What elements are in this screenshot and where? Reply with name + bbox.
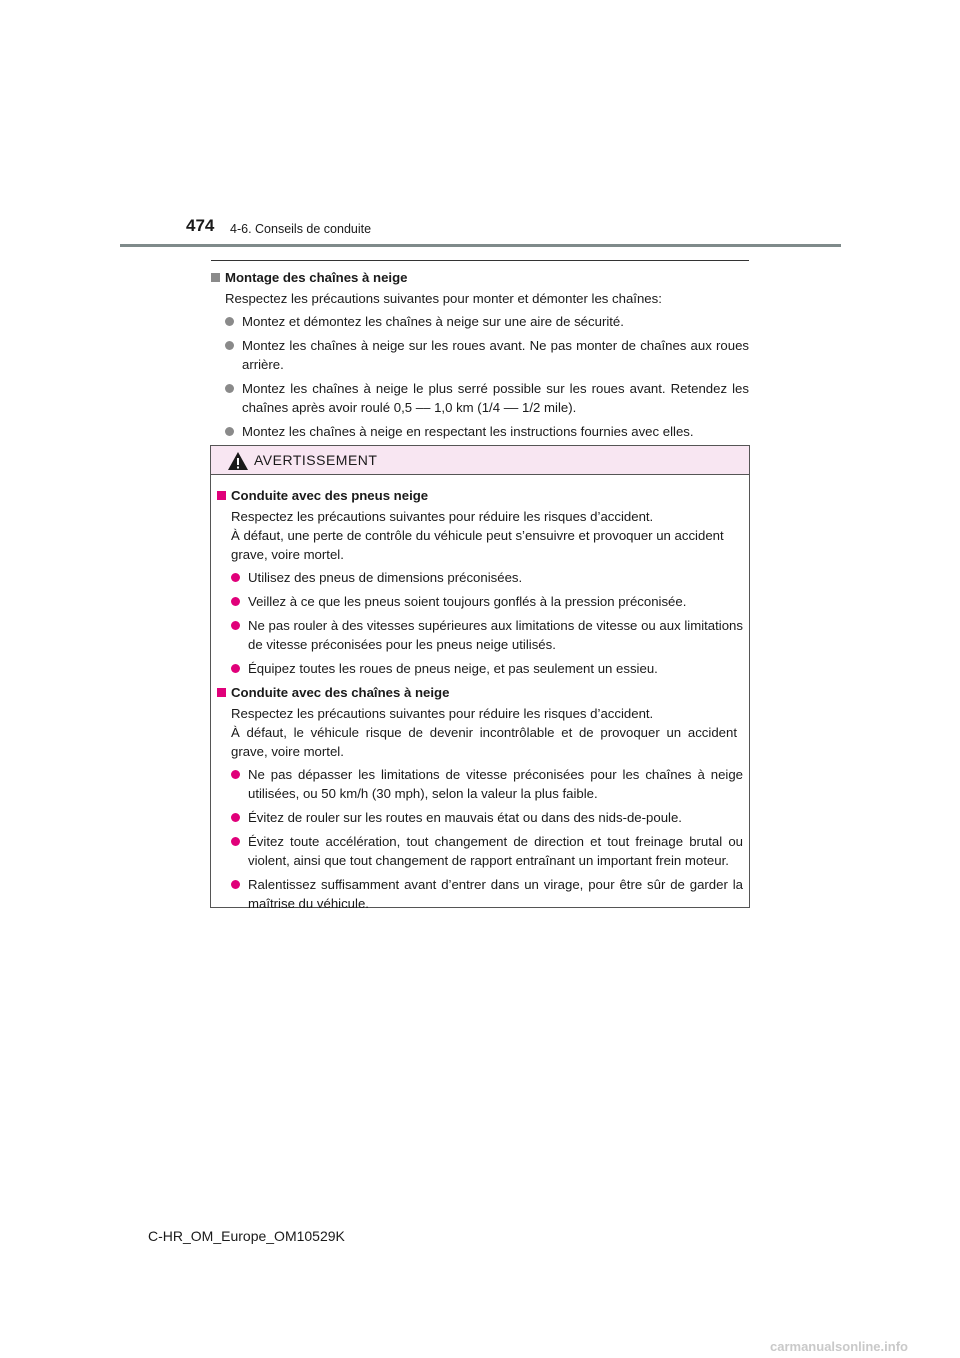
warning-intro-line: Respectez les précautions suivantes pour réduire les risques d’accident.: [231, 509, 654, 524]
dot-bullet-icon: [231, 621, 240, 630]
dot-bullet-icon: [225, 384, 234, 393]
list-item: Équipez toutes les roues de pneus neige, et pas seulement un essieu.: [217, 659, 743, 678]
list-item: Veillez à ce que les pneus soient toujours gonflés à la pression préconisée.: [217, 592, 743, 611]
warning-intro-line: À défaut, le véhicule risque de devenir incontrôlable et de provoquer un accident grave, voire mortel.: [231, 725, 737, 759]
watermark: carmanualsonline.info: [770, 1339, 908, 1354]
list-item: Montez les chaînes à neige le plus serré possible sur les roues avant. Retendez les chaînes après avoir roulé 0,5 –– 1,0 km (1/4 –– 1/2 mile).: [211, 379, 749, 417]
dot-bullet-icon: [225, 317, 234, 326]
dot-bullet-icon: [225, 427, 234, 436]
section-title: 4-6. Conseils de conduite: [230, 222, 372, 236]
list-item: Évitez toute accélération, tout changement de direction et tout freinage brutal ou violent, ainsi que tout changement de rapport entraînant un important frein moteur.: [217, 832, 743, 870]
warning-header: [211, 446, 749, 475]
warning-intro-line: À défaut, une perte de contrôle du véhicule peut s’ensuivre et provoquer un accident grave, voire mortel.: [231, 528, 724, 562]
dot-bullet-icon: [225, 341, 234, 350]
section-heading-text: Montage des chaînes à neige: [225, 270, 408, 285]
list-item: Ralentissez suffisamment avant d’entrer dans un virage, pour être sûr de garder la maîtrise du véhicule.: [217, 875, 743, 913]
dot-bullet-icon: [231, 573, 240, 582]
snow-chain-section: [211, 268, 749, 446]
warning-triangle-icon: [227, 451, 249, 471]
list-item: Montez les chaînes à neige sur les roues avant. Ne pas monter de chaînes aux roues arrière.: [211, 336, 749, 374]
square-bullet-icon: [217, 491, 226, 500]
warning-heading-snow-tires: Conduite avec des pneus neige: [217, 486, 743, 505]
section-top-rule: [211, 260, 749, 261]
list-item: Utilisez des pneus de dimensions préconisées.: [217, 568, 743, 587]
list-item: Montez et démontez les chaînes à neige sur une aire de sécurité.: [211, 312, 749, 331]
dot-bullet-icon: [231, 813, 240, 822]
dot-bullet-icon: [231, 880, 240, 889]
warning-body: [217, 486, 743, 918]
dot-bullet-icon: [231, 664, 240, 673]
section-heading: [211, 268, 749, 287]
dot-bullet-icon: [231, 597, 240, 606]
list-item: Évitez de rouler sur les routes en mauvais état ou dans des nids-de-poule.: [217, 808, 743, 827]
list-item: Montez les chaînes à neige en respectant les instructions fournies avec elles.: [211, 422, 749, 441]
square-bullet-icon: [211, 273, 220, 282]
page-number: 474: [186, 216, 215, 235]
list-item: Ne pas dépasser les limitations de vitesse préconisées pour les chaînes à neige utilisées, ou 50 km/h (30 mph), selon la valeur la plus faible.: [217, 765, 743, 803]
warning-box: [210, 445, 750, 911]
list-item: Ne pas rouler à des vitesses supérieures aux limitations de vitesse ou aux limitations de vitesse préconisées pour les pneus neige utilisés.: [217, 616, 743, 654]
warning-intro-line: Respectez les précautions suivantes pour réduire les risques d’accident.: [231, 706, 654, 721]
header-rule: [120, 244, 841, 247]
warning-heading-snow-chains: Conduite avec des chaînes à neige: [217, 683, 743, 702]
dot-bullet-icon: [231, 837, 240, 846]
section-intro: Respectez les précautions suivantes pour monter et démonter les chaînes:: [225, 291, 662, 306]
document-code: C-HR_OM_Europe_OM10529K: [148, 1228, 345, 1244]
warning-title: AVERTISSEMENT: [254, 452, 378, 468]
square-bullet-icon: [217, 688, 226, 697]
dot-bullet-icon: [231, 770, 240, 779]
